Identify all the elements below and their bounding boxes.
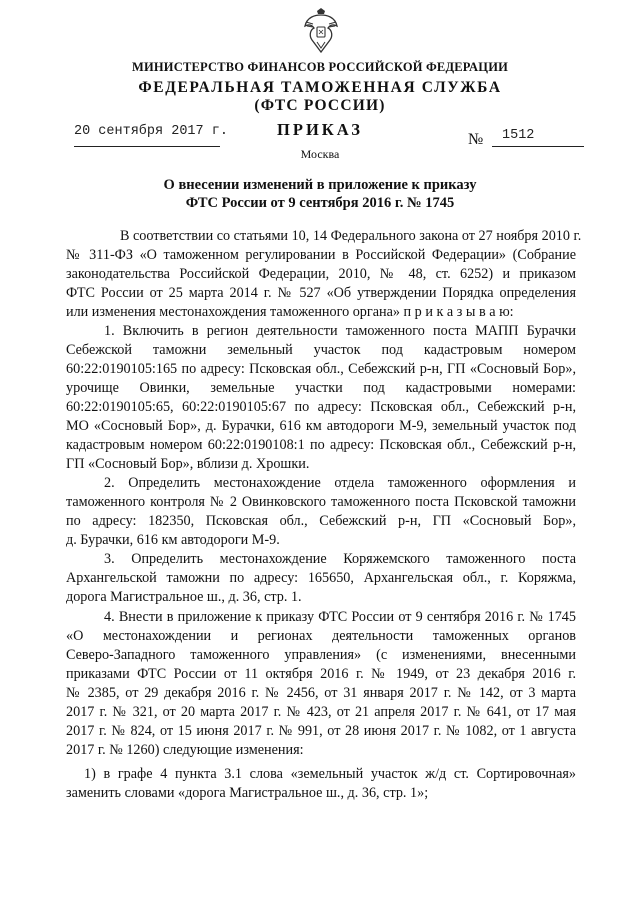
date-field bbox=[74, 124, 228, 147]
text-line: «О местонахождении и регионах деятельности таможенных органов bbox=[66, 628, 576, 644]
text-line: 2017 г. № 824, от 15 июня 2017 г. № 991, от 28 июня 2017 г. № 1082, от 1 августа bbox=[66, 723, 576, 739]
number-label: № bbox=[468, 131, 484, 148]
text-line: МО «Сосновый Бор», д. Бурачки, 616 км автодороги М-9, земельный участок под bbox=[66, 418, 576, 434]
text-line: ГП «Сосновый Бор», вблизи д. Хрошки. bbox=[66, 456, 310, 472]
text-line: 2017 г. № 321, от 20 марта 2017 г. № 423, от 21 апреля 2017 г. № 641, от 17 мая bbox=[66, 704, 576, 720]
text-line: 4. Внести в приложение к приказу ФТС России от 9 сентября 2016 г. № 1745 bbox=[104, 609, 576, 625]
document-title-line-1: О внесении изменений в приложение к приказу bbox=[163, 177, 477, 193]
text-line: или изменения местонахождения таможенного органа» п р и к а з ы в а ю: bbox=[66, 304, 514, 320]
text-line: 2. Определить местонахождение отдела таможенного оформления и bbox=[104, 475, 576, 491]
text-line: д. Бурачки, 616 км автодороги М-9. bbox=[66, 532, 280, 548]
service-name: ФЕДЕРАЛЬНАЯ ТАМОЖЕННАЯ СЛУЖБА bbox=[138, 79, 502, 96]
text-line: законодательства Российской Федерации, 2010, № 48, ст. 6252) и приказом bbox=[66, 266, 576, 282]
city: Москва bbox=[300, 147, 340, 161]
document-type: ПРИКАЗ bbox=[277, 120, 363, 139]
text-line: 60:22:0190105:165 по адресу: Псковская обл., Себежский р-н, ГП «Сосновый Бор», bbox=[66, 361, 576, 377]
coat-of-arms-icon bbox=[303, 8, 339, 54]
text-line: по адресу: 182350, Псковская обл., Себежский р-н, ГП «Сосновый Бор», bbox=[66, 513, 576, 529]
text-line: В соответствии со статьями 10, 14 Федерального закона от 27 ноября 2010 г. bbox=[120, 228, 582, 244]
text-line: 1) в графе 4 пункта 3.1 слова «земельный участок ж/д ст. Сортировочная» bbox=[84, 766, 576, 782]
text-line: дорога Магистральное ш., д. 36, стр. 1. bbox=[66, 589, 302, 605]
text-line: урочище Овинки, земельные участки под кадастровыми номерами: bbox=[66, 380, 576, 396]
text-line: 1. Включить в регион деятельности таможенного поста МАПП Бурачки bbox=[104, 323, 576, 339]
text-line: приказами ФТС России от 11 октября 2016 г. № 1949, от 23 декабря 2016 г. bbox=[66, 666, 576, 682]
text-line: кадастровым номером 60:22:0190108:1 по адресу: Псковская обл., Себежский р-н, bbox=[66, 437, 576, 453]
text-line: Себежской таможни земельный участок под кадастровым номером bbox=[66, 342, 576, 358]
text-line: Архангельской таможни по адресу: 165650, Архангельская обл., г. Коряжма, bbox=[66, 570, 576, 586]
text-line: заменить словами «дорога Магистральное ш., д. 36, стр. 1»; bbox=[66, 785, 429, 801]
order-number: 1512 bbox=[502, 128, 535, 143]
service-abbreviation: (ФТС РОССИИ) bbox=[254, 97, 386, 114]
text-line: 3. Определить местонахождение Коряжемского таможенного поста bbox=[104, 551, 576, 567]
text-line: № 2385, от 29 декабря 2016 г. № 2456, от 31 января 2017 г. № 142, от 3 марта bbox=[66, 685, 576, 701]
document-title-line-2: ФТС России от 9 сентября 2016 г. № 1745 bbox=[185, 195, 455, 211]
text-line: 2017 г. № 1260) следующие изменения: bbox=[66, 742, 304, 758]
ministry-name: МИНИСТЕРСТВО ФИНАНСОВ РОССИЙСКОЙ ФЕДЕРАЦИИ bbox=[131, 60, 509, 74]
number-field bbox=[492, 124, 584, 147]
text-line: 60:22:0190105:65, 60:22:0190105:67 по адресу: Псковская обл., Себежский р-н, bbox=[66, 399, 576, 415]
text-line: Северо-Западного таможенного управления» (с изменениями, внесенными bbox=[66, 647, 576, 663]
order-date: 20 сентября 2017 г. bbox=[74, 124, 228, 139]
text-line: ФТС России от 25 марта 2014 г. № 527 «Об утверждении Порядка определения bbox=[66, 285, 576, 301]
text-line: таможенного контроля № 2 Овинковского таможенного поста Псковской таможни bbox=[66, 494, 576, 510]
text-line: № 311-ФЗ «О таможенном регулировании в Российской Федерации» (Собрание bbox=[66, 247, 576, 263]
